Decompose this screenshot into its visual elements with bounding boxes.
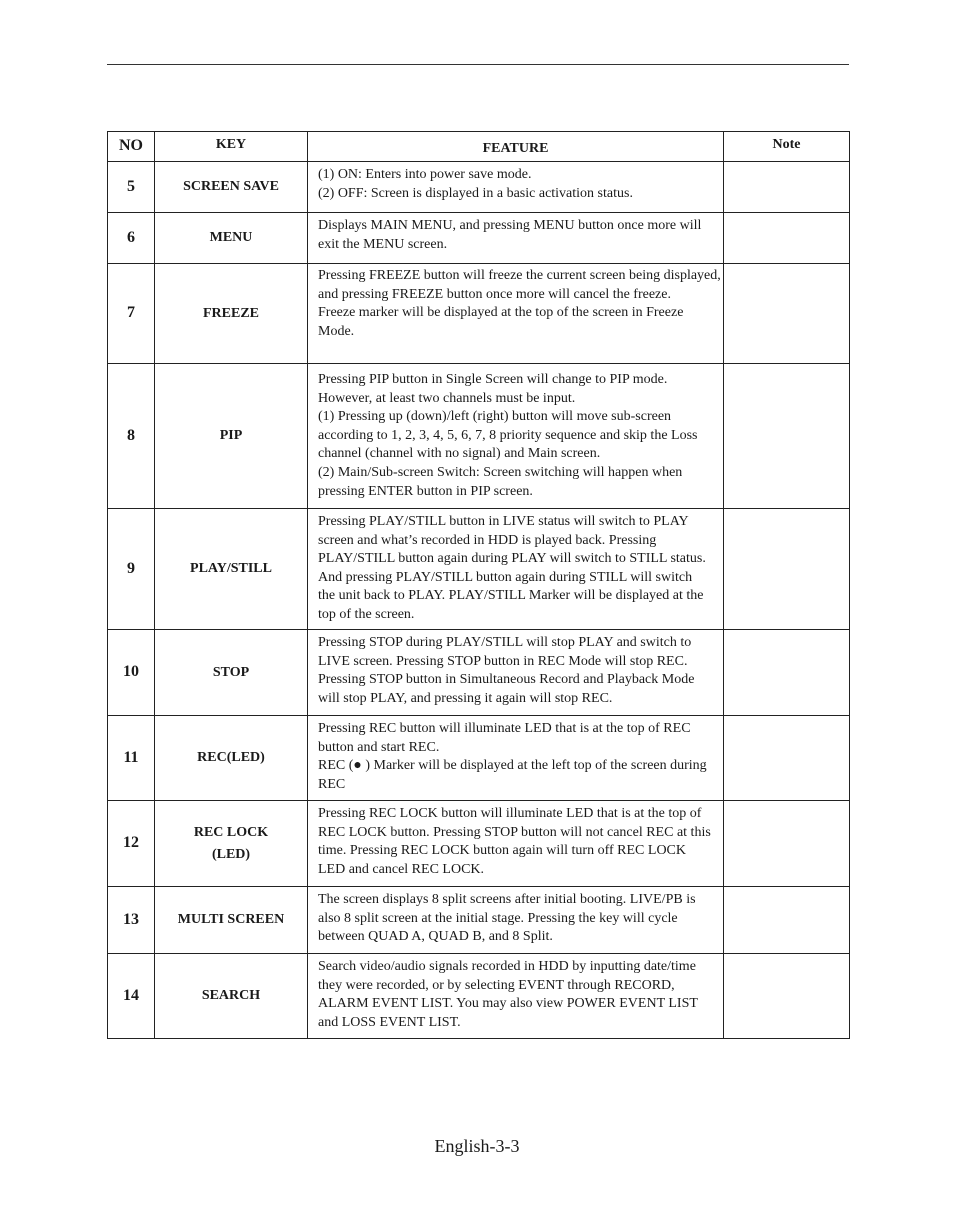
feature-line: REC bbox=[318, 776, 346, 792]
feature-description bbox=[308, 887, 724, 954]
key-name-line: MENU bbox=[209, 230, 253, 245]
feature-line: Displays MAIN MENU, and pressing MENU button once more will bbox=[318, 218, 702, 233]
feature-line: However, at least two channels must be input. bbox=[318, 390, 576, 406]
note-cell bbox=[724, 364, 850, 509]
feature-line: PLAY/STILL button again during PLAY will switch to STILL status. bbox=[318, 551, 706, 567]
note-cell bbox=[724, 954, 850, 1039]
feature-description bbox=[308, 954, 724, 1039]
feature-line: screen and what’s recorded in HDD is played back. Pressing bbox=[318, 532, 657, 548]
key-name bbox=[155, 364, 308, 509]
table-row bbox=[108, 716, 850, 801]
feature-line: Pressing FREEZE button will freeze the current screen being displayed, bbox=[318, 268, 721, 283]
table-row bbox=[108, 509, 850, 630]
feature-line: according to 1, 2, 3, 4, 5, 6, 7, 8 priority sequence and skip the Loss bbox=[318, 427, 698, 443]
feature-line: and LOSS EVENT LIST. bbox=[318, 1014, 461, 1030]
feature-line: Pressing STOP during PLAY/STILL will stop PLAY and switch to bbox=[318, 635, 692, 650]
row-number: 10 bbox=[108, 630, 155, 716]
row-number: 9 bbox=[108, 509, 155, 630]
table-row bbox=[108, 887, 850, 954]
table-row bbox=[108, 630, 850, 716]
header-feature: FEATURE bbox=[308, 132, 724, 162]
table-body bbox=[108, 162, 850, 1039]
note-cell bbox=[724, 264, 850, 364]
table-row bbox=[108, 162, 850, 213]
key-name-line: PIP bbox=[219, 428, 243, 443]
header-no: NO bbox=[108, 132, 155, 162]
feature-line: Search video/audio signals recorded in HDD by inputting date/time bbox=[318, 959, 696, 974]
feature-line: button and start REC. bbox=[318, 739, 440, 755]
key-name bbox=[155, 509, 308, 630]
key-name-line: PLAY/STILL bbox=[190, 561, 272, 576]
key-name bbox=[155, 264, 308, 364]
feature-line: Pressing STOP button in Simultaneous Record and Playback Mode bbox=[318, 672, 695, 688]
key-name bbox=[155, 801, 308, 887]
feature-description bbox=[308, 509, 724, 630]
feature-line: exit the MENU screen. bbox=[318, 236, 448, 252]
feature-description bbox=[308, 213, 724, 264]
note-cell bbox=[724, 509, 850, 630]
key-name bbox=[155, 716, 308, 801]
key-name-line: STOP bbox=[212, 664, 250, 680]
feature-line: Pressing PIP button in Single Screen will change to PIP mode. bbox=[318, 372, 668, 387]
feature-description bbox=[308, 630, 724, 716]
key-name bbox=[155, 213, 308, 264]
feature-line: (1) Pressing up (down)/left (right) button will move sub-screen bbox=[318, 409, 672, 425]
feature-line: And pressing PLAY/STILL button again during STILL will switch bbox=[318, 569, 693, 585]
row-number: 5 bbox=[108, 162, 155, 213]
feature-description bbox=[308, 801, 724, 887]
key-name-line: MULTI SCREEN bbox=[177, 912, 285, 927]
feature-line: Pressing REC button will illuminate LED that is at the top of REC bbox=[318, 721, 691, 736]
feature-line: channel (channel with no signal) and Main screen. bbox=[318, 446, 601, 462]
note-cell bbox=[724, 162, 850, 213]
table-row bbox=[108, 264, 850, 364]
feature-line: REC (● ) Marker will be displayed at the left top of the screen during bbox=[318, 758, 707, 774]
feature-description bbox=[308, 264, 724, 364]
key-name bbox=[155, 630, 308, 716]
feature-line: Freeze marker will be displayed at the top of the screen in Freeze bbox=[318, 305, 684, 321]
key-name bbox=[155, 954, 308, 1039]
feature-description bbox=[308, 162, 724, 213]
feature-line: LIVE screen. Pressing STOP button in REC Mode will stop REC. bbox=[318, 653, 688, 669]
key-feature-table bbox=[107, 131, 850, 1039]
table-row bbox=[108, 364, 850, 509]
feature-description bbox=[308, 716, 724, 801]
header-key: KEY bbox=[155, 132, 308, 162]
key-name-line: SEARCH bbox=[201, 988, 261, 1003]
key-name-line: SCREEN SAVE bbox=[183, 179, 279, 194]
page-number: English-3-3 bbox=[434, 1136, 520, 1156]
feature-line: they were recorded, or by selecting EVENT through RECORD, bbox=[318, 977, 675, 993]
row-number: 12 bbox=[108, 801, 155, 887]
feature-line: will stop PLAY, and pressing it again will stop REC. bbox=[318, 690, 613, 706]
feature-line: (2) Main/Sub-screen Switch: Screen switching will happen when bbox=[318, 464, 683, 480]
row-number: 8 bbox=[108, 364, 155, 509]
header-rule bbox=[107, 64, 849, 65]
row-number: 7 bbox=[108, 264, 155, 364]
feature-description bbox=[308, 364, 724, 509]
note-cell bbox=[724, 630, 850, 716]
feature-line: the unit back to PLAY. PLAY/STILL Marker will be displayed at the bbox=[318, 588, 704, 604]
key-name bbox=[155, 162, 308, 213]
row-number: 11 bbox=[108, 716, 155, 801]
feature-line: (1) ON: Enters into power save mode. bbox=[318, 167, 532, 182]
note-cell bbox=[724, 887, 850, 954]
feature-line: Mode. bbox=[318, 323, 355, 339]
note-cell bbox=[724, 716, 850, 801]
row-number: 14 bbox=[108, 954, 155, 1039]
feature-line: between QUAD A, QUAD B, and 8 Split. bbox=[318, 929, 553, 945]
feature-line: The screen displays 8 split screens after initial booting. LIVE/PB is bbox=[318, 892, 696, 907]
table-header-row bbox=[108, 132, 850, 162]
table-row bbox=[108, 954, 850, 1039]
table-row bbox=[108, 213, 850, 264]
key-name bbox=[155, 887, 308, 954]
feature-line: (2) OFF: Screen is displayed in a basic activation status. bbox=[318, 185, 633, 201]
feature-line: pressing ENTER button in PIP screen. bbox=[318, 483, 533, 499]
feature-line: Pressing PLAY/STILL button in LIVE status will switch to PLAY bbox=[318, 514, 689, 529]
key-name-line: REC(LED) bbox=[197, 750, 265, 765]
note-cell bbox=[724, 213, 850, 264]
row-number: 6 bbox=[108, 213, 155, 264]
header-note: Note bbox=[724, 132, 850, 162]
key-name-line: FREEZE bbox=[202, 305, 259, 321]
table-row bbox=[108, 801, 850, 887]
note-cell bbox=[724, 801, 850, 887]
feature-line: Pressing REC LOCK button will illuminate LED that is at the top of bbox=[318, 806, 702, 821]
feature-line: LED and cancel REC LOCK. bbox=[318, 861, 485, 877]
feature-line: also 8 split screen at the initial stage. Pressing the key will cycle bbox=[318, 910, 678, 926]
key-name-line: (LED) bbox=[211, 846, 251, 862]
key-name-line: REC LOCK bbox=[193, 824, 269, 840]
feature-line: ALARM EVENT LIST. You may also view POWER EVENT LIST bbox=[318, 996, 698, 1012]
feature-line: top of the screen. bbox=[318, 606, 415, 622]
row-number: 13 bbox=[108, 887, 155, 954]
feature-line: time. Pressing REC LOCK button again will turn off REC LOCK bbox=[318, 843, 687, 859]
feature-line: REC LOCK button. Pressing STOP button will not cancel REC at this bbox=[318, 824, 711, 840]
feature-line: and pressing FREEZE button once more will cancel the freeze. bbox=[318, 286, 671, 302]
